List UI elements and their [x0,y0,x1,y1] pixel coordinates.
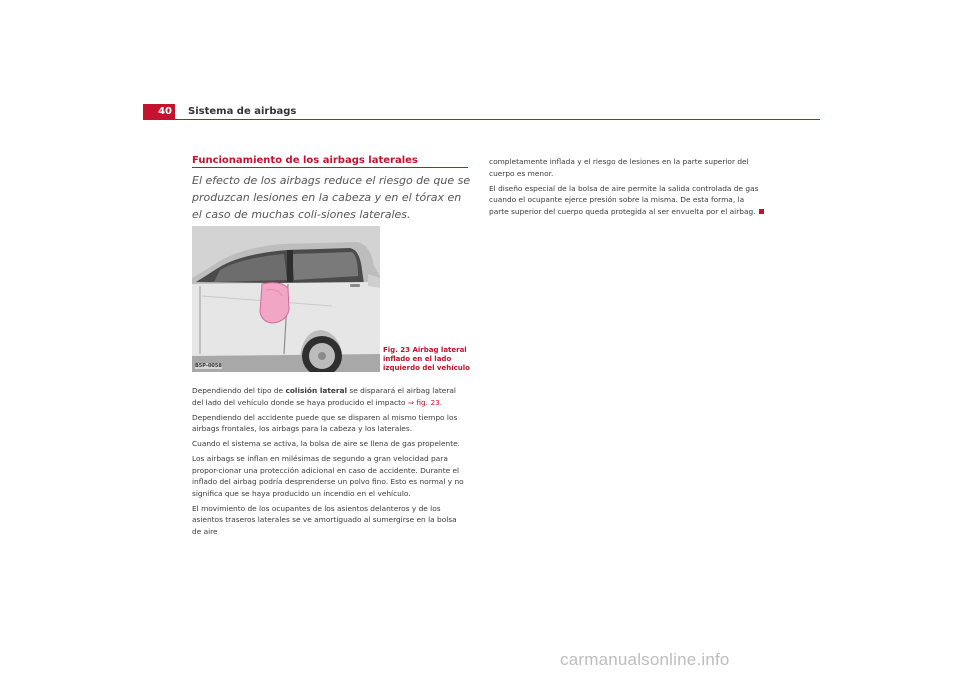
paragraph-gas: Cuando el sistema se activa, la bolsa de aire se llena de gas propelente. [192,439,460,448]
text-run: Dependiendo del tipo de [192,386,286,395]
figure-code: B5P-0058 [195,363,222,369]
section-end-icon [759,209,764,214]
car-door-illustration [192,226,380,372]
side-airbag-figure [192,226,380,372]
intro-paragraph: El efecto de los airbags reduce el riesgo de que se produzcan lesiones en la cabeza y en el tórax en el caso de muchas coli-siones laterales. [192,174,471,221]
chapter-title: Sistema de airbags [188,106,297,117]
watermark: carmanualsonline.info [560,650,730,669]
page-number: 40 [143,104,175,119]
section-heading: Funcionamiento de los airbags laterales [192,155,418,166]
paragraph-continued: completamente inflada y el riesgo de lesiones en la parte superior del cuerpo es menor. [489,157,749,178]
heading-divider [192,167,468,168]
left-column [192,385,468,541]
paragraph-simultaneous: Dependiendo del accidente puede que se disparen al mismo tiempo los airbags frontales, los airbags para la cabeza y los laterales. [192,412,458,433]
header-divider [143,119,820,120]
figure-reference-link[interactable]: ⇒ fig. 23 [407,397,440,407]
emphasis-term: colisión lateral [285,386,348,395]
text-run: se disparará el airbag lateral del lado del vehículo donde se haya producido el impacto [192,386,456,407]
paragraph-occupants: El movimiento de los ocupantes de los asientos delanteros y de los asientos traseros laterales se ve amortiguado al sumergirse en la bolsa de aire [192,503,457,536]
paragraph-inflation: Los airbags se inflan en milésimas de segundo a gran velocidad para propor-cionar una protección adicional en caso de accidente. Durante el inflado del airbag podría desprenderse un polvo fino. Esto es normal y no significa que se haya producido un incendio en el vehículo. [192,454,464,498]
paragraph-design [489,183,765,218]
text-run: . [439,397,443,407]
figure-caption: Fig. 23 Airbag lateral inflado en el lado izquierdo del vehículo [383,346,470,372]
paragraph-impact [192,385,468,408]
right-column [489,156,765,221]
text-run: El diseño especial de la bolsa de aire permite la salida controlada de gas cuando el ocupante ejerce presión sobre la misma. De esta forma, la parte superior del cuerpo queda protegida al ser envuelta por el airbag. [489,183,759,216]
